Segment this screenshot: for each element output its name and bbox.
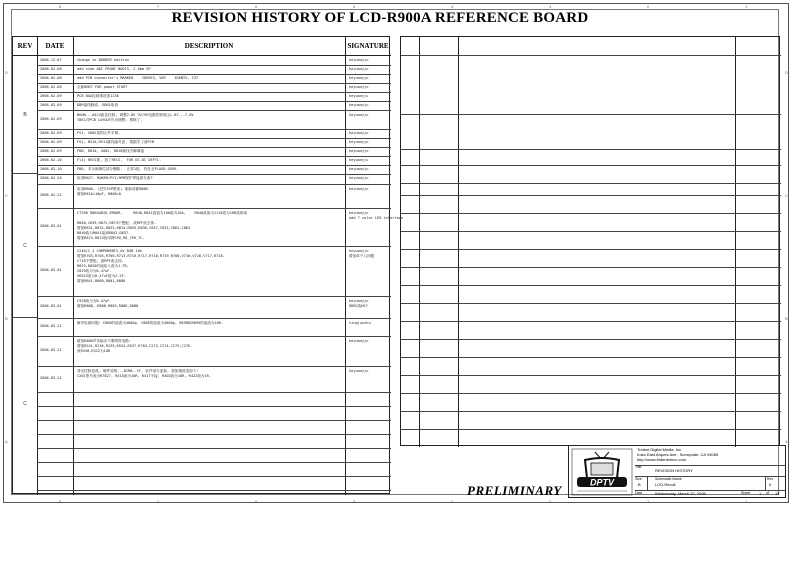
row-description: FB8, 多余闸调位部分删除, 正常1组, 综孔至FLOOD OVER. <box>77 166 179 171</box>
zone-column-marker: 3 <box>549 4 552 9</box>
row-signature: heyuanyju <box>349 166 369 171</box>
row-description: C240/C_1 COMPONENTS_AV_RGB 10k 增加R703,R705,R706,R713,R716,R717,R718,R719,R708,V710,V716,V717,R718. C710不想配, 改RPF改去掉. R819,R820的值改入改为1.7R, C829改为为0.47uF. V6523改为0.47uF改为2.2F. 增加R841,R880,R801,R880 <box>77 249 225 283</box>
row-signature: heyuanyju <box>349 57 369 62</box>
header-signature: SIGNATURE <box>347 42 389 50</box>
grid-row-line <box>401 411 781 412</box>
grid-row-line <box>401 429 781 430</box>
zone-row-marker: D <box>785 70 788 75</box>
header-divider <box>13 55 391 56</box>
row-signature: heyuanyju <box>349 369 369 373</box>
row-description: 全新RDK7 FOR power START <box>77 84 128 89</box>
row-description: DDR接线修改, DDR2取消 <box>77 102 119 107</box>
row-description: 取消R827, ROKRR/PCI/HPB保护焊接部分改? <box>77 176 153 180</box>
grid-row-line <box>401 165 781 166</box>
zone-column-marker: 1 <box>745 4 748 9</box>
row-description: 背光控制更改, 硬件说明---DIMA--IF, 软件部分更新, 按如图改造如下: C201型号改为R7827, R418改为10R, R417不接, R402改为10R, R422改为1R. <box>77 369 211 378</box>
empty-row-divider <box>37 476 391 477</box>
zone-row-marker: C <box>785 193 788 198</box>
row-divider <box>37 392 391 393</box>
grid-row-line <box>401 339 781 340</box>
empty-row-divider <box>37 448 391 449</box>
row-description: Fl4) RECS要, 加了RECS, FOR DC-DC DEFTL. <box>77 157 162 162</box>
zone-row-marker: C <box>5 193 8 198</box>
company-address: Iroko East Arques Ave., Sunnyvale, CA 94085 <box>637 452 719 457</box>
row-signature: heyuanyju <box>349 339 369 343</box>
zone-row-marker: D <box>5 70 8 75</box>
grid-row-line <box>401 55 781 56</box>
column-divider <box>73 37 74 495</box>
title-label: Title <box>635 465 642 469</box>
row-signature: heyuanyju DDRC改HS7 <box>349 299 369 308</box>
sheets-value: 15 <box>775 491 780 496</box>
document-title: REVISION HISTORY <box>655 468 693 473</box>
grid-row-line <box>401 375 781 376</box>
row-description: change to BORDER edition <box>77 57 129 62</box>
row-divider <box>37 246 391 247</box>
row-divider <box>37 110 391 111</box>
row-date: 2006-02-08 <box>40 66 62 71</box>
row-divider <box>37 336 391 337</box>
row-date: 2006-02-09 <box>40 102 62 107</box>
column-divider <box>37 37 38 495</box>
page-title: REVISION HISTORY OF LCD-R900A REFERENCE BOARD <box>171 10 589 26</box>
grid-row-line <box>401 213 781 214</box>
row-date: 2006-03-01 <box>40 224 62 228</box>
row-signature: heyuanyju <box>349 93 369 98</box>
row-signature: heyuanyju <box>349 66 369 71</box>
rev-value: 0 <box>769 482 772 487</box>
blank-revision-grid <box>400 36 780 446</box>
row-date: 2006-02-09 <box>40 130 62 135</box>
zone-column-marker: 3 <box>549 499 552 504</box>
row-date: 2006-03-01 <box>40 304 62 308</box>
row-date: 2006-03-22 <box>40 376 62 380</box>
row-description: FB8, R810, XO02, R816跳线引脚调接 <box>77 148 144 153</box>
row-description: C7290 ROKAUDIO_ERROR, R840,R841改值为100改为10k, R84@改值为1118改为10R改制成. R840,C839,R872,R873不想配, 改RPF改去掉. 增加R831,R832,R833,R834,R835,R836,C837,C833,C862,C863 R840改为R841接到R842,D837. 增加R874,R875改用网CPU_RD_CPU_TL. <box>77 211 250 240</box>
zone-column-marker: 1 <box>745 499 748 504</box>
preliminary-stamp: PRELIMINARY <box>467 483 562 498</box>
rev-group-divider <box>13 317 37 318</box>
grid-row-line <box>401 249 781 250</box>
grid-row-line <box>401 357 781 358</box>
row-date: 2006-02-09 <box>40 93 62 98</box>
dptv-logo <box>571 448 633 496</box>
grid-column-line <box>458 37 459 447</box>
zone-column-marker: 2 <box>647 499 650 504</box>
rev-label: B <box>23 112 27 118</box>
divider-3 <box>765 476 766 490</box>
zone-column-marker: 5 <box>353 4 356 9</box>
row-signature: heyuanyju <box>349 75 369 80</box>
row-divider <box>37 184 391 185</box>
grid-row-line <box>401 195 781 196</box>
row-signature: heyuanyju <box>349 113 369 117</box>
tv-logo-icon <box>571 448 633 496</box>
grid-row-line <box>401 321 781 322</box>
zone-column-marker: 2 <box>647 4 650 9</box>
sheet-value: 1 <box>759 491 762 496</box>
row-description: C928改为为0.47uF. 增加R888, R888,R883,R886,R888 <box>77 299 139 308</box>
row-description: 增加R880声音输出不要网络电路: 增加R241,R236,R235,R534,R537,R784,C273,C274,C275,C276. 改R340,R312为10R <box>77 339 193 353</box>
empty-row-divider <box>37 406 391 407</box>
empty-row-divider <box>37 462 391 463</box>
row-signature: heyuanyju <box>349 176 369 180</box>
row-divider <box>37 318 391 319</box>
grid-row-line <box>401 183 781 184</box>
row-date: 2006-02-10 <box>40 157 62 162</box>
empty-row-divider <box>37 490 391 491</box>
row-date: 2006-03-21 <box>40 348 62 352</box>
title-block <box>568 445 786 498</box>
row-signature: heyuanyju <box>349 84 369 89</box>
schematic-name: LCD-Recoll <box>655 482 676 487</box>
zone-column-marker: 8 <box>59 499 62 504</box>
grid-column-line <box>735 37 736 447</box>
rev-label: C <box>23 243 27 249</box>
rev-label: C <box>23 401 27 407</box>
of-label: of <box>766 491 769 495</box>
date-value: Wednesday, March 22, 2006 <box>655 491 706 496</box>
rev-group-divider <box>13 173 37 174</box>
row-signature: heyuanyju <box>349 148 369 153</box>
date-label: Date <box>635 491 643 495</box>
row-date: 2006-02-20 <box>40 176 62 180</box>
row-date: 2006-02-22 <box>40 193 62 197</box>
row-signature: heyuanyju add 7 color LED interface <box>349 211 404 220</box>
rev-label: Rev <box>767 477 774 481</box>
company-website: http://www.tridentmicro.com <box>637 457 687 462</box>
zone-column-marker: 5 <box>353 499 356 504</box>
grid-row-line <box>401 267 781 268</box>
row-date: 2006-03-21 <box>40 324 62 328</box>
schematic-label: Schematic Name <box>655 477 682 481</box>
header-description: DESCRIPTION <box>184 42 234 50</box>
row-date: 2006-02-08 <box>40 75 62 80</box>
row-divider <box>37 208 391 209</box>
company-name: Trident Digital Media, Inc. <box>637 447 683 452</box>
grid-column-line <box>419 37 420 447</box>
size-label: Size <box>635 477 642 481</box>
row-signature: heyuanyju <box>349 130 369 135</box>
row-signature: heyuanyju <box>349 139 369 144</box>
svg-text:DPTV: DPTV <box>589 477 615 488</box>
row-date: 2006-02-09 <box>40 139 62 144</box>
grid-row-line <box>401 231 781 232</box>
row-description: FS1, R510,R511跳线编号更, 数据手工改PCB <box>77 139 155 144</box>
grid-row-line <box>401 149 781 150</box>
row-date: 2006-12-07 <box>40 57 62 62</box>
row-signature: heyuanyju <box>349 157 369 162</box>
row-divider <box>37 296 391 297</box>
row-date: 2006-03-01 <box>40 268 62 272</box>
row-description: PCB BGA挂载事项加1136 <box>77 93 119 98</box>
zone-column-marker: 6 <box>255 499 258 504</box>
zone-column-marker: 8 <box>59 4 62 9</box>
row-divider <box>37 174 391 175</box>
header-rev: REV <box>17 42 33 50</box>
row-date: 2006-02-09 <box>40 116 62 121</box>
row-signature: heyuanyju <box>349 187 369 191</box>
row-date: 2006-02-08 <box>40 84 62 89</box>
row-description: add PCB connector's MARKER IDENTX, VER IDENTX, C37 <box>77 75 199 80</box>
row-description: 解决电源问题: C860的值改为4800p, C868的值改为4800p, R898和R899的值改为10R. <box>77 321 224 325</box>
size-value: B <box>638 482 641 487</box>
zone-row-marker: B <box>785 316 788 321</box>
zone-row-marker: A <box>5 439 8 444</box>
grid-row-line <box>401 393 781 394</box>
row-description: add side ABC FRONT BOOTS, 2.5mm SP <box>77 66 151 71</box>
row-description: FS1, XO02周围元件手调. <box>77 130 121 135</box>
sheet-label: Sheet <box>741 491 751 495</box>
zone-row-marker: A <box>785 439 788 444</box>
zone-column-marker: 6 <box>255 4 258 9</box>
grid-row-line <box>401 114 781 115</box>
row-date: 2006-02-09 <box>40 148 62 153</box>
row-signature: tingjunzhu <box>349 321 371 325</box>
row-divider <box>37 366 391 367</box>
divider-2 <box>647 476 648 490</box>
zone-row-marker: B <box>5 316 8 321</box>
revision-history-table <box>12 36 404 494</box>
row-date: 2006-02-10 <box>40 166 62 171</box>
column-divider <box>345 37 346 495</box>
empty-row-divider <box>37 420 391 421</box>
row-description: 取消R806, (恐失ESP错误) 重新设置R80B. 增加R810=10pF, R808=0 <box>77 187 150 196</box>
header-date: DATE <box>45 42 65 50</box>
empty-row-divider <box>37 434 391 435</box>
zone-column-marker: 7 <box>157 499 160 504</box>
grid-row-line <box>401 303 781 304</box>
zone-column-marker: 7 <box>157 4 160 9</box>
grid-row-line <box>401 285 781 286</box>
zone-column-marker: 4 <box>451 499 454 504</box>
row-signature: heyuanyju 增加单个口问题 <box>349 249 375 258</box>
zone-column-marker: 4 <box>451 4 454 9</box>
row-description: BKON---A4C4改变控制, 调整2.8V 3V/5V电源控制电压L.87---7.8V TDK1对PCB LAYOUT作出调整, 移除了. <box>77 113 194 122</box>
row-signature: heyuanyju <box>349 102 369 107</box>
